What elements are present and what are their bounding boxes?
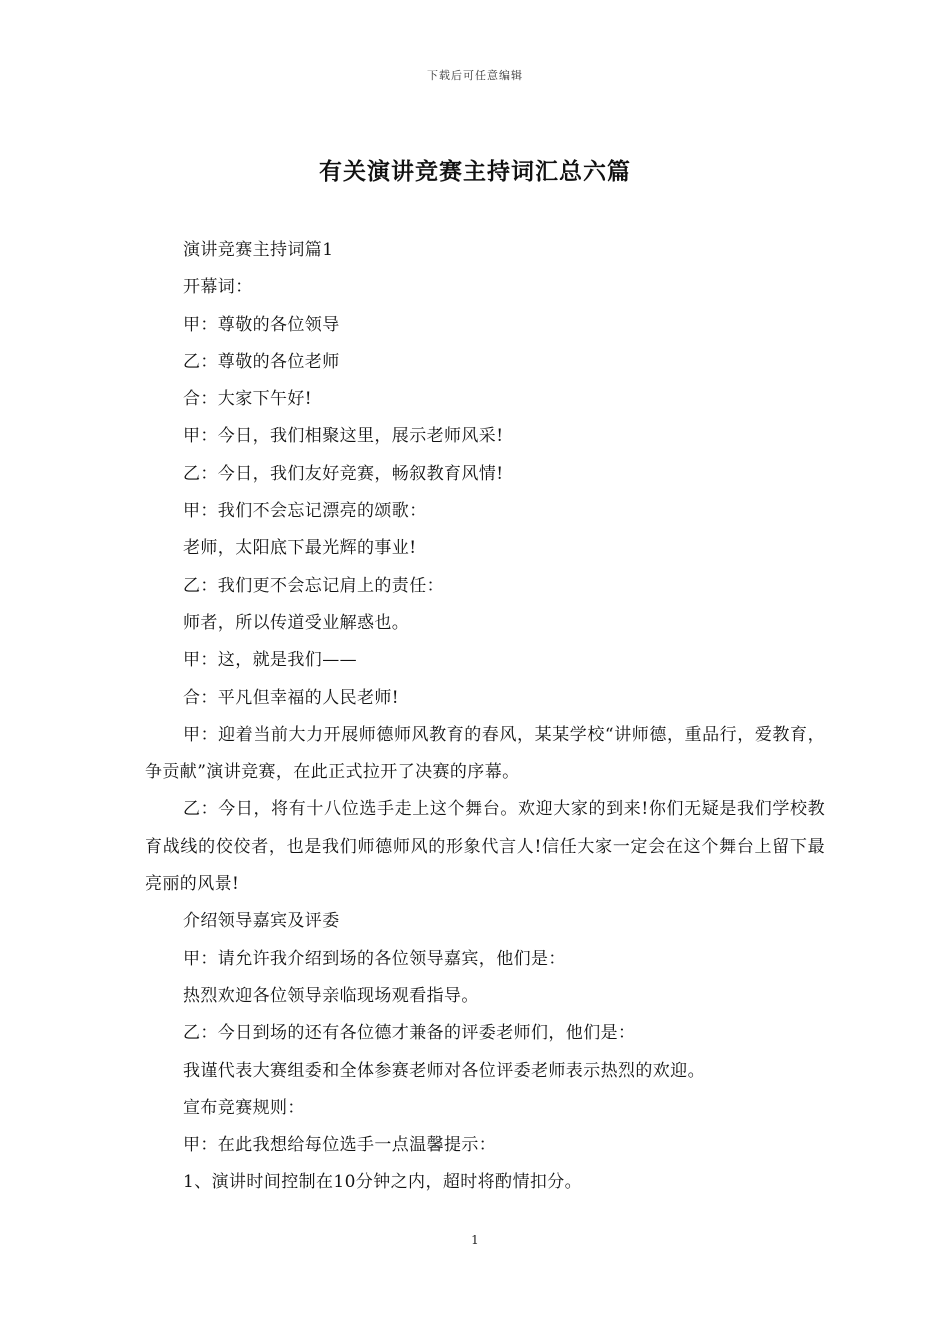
paragraph: 乙：今日到场的还有各位德才兼备的评委老师们，他们是：: [183, 1023, 636, 1044]
paragraph: 老师，太阳底下最光辉的事业!: [183, 538, 417, 559]
paragraph: 介绍领导嘉宾及评委: [183, 911, 340, 932]
paragraph: 乙：今日，我们友好竞赛，畅叙教育风情!: [183, 463, 504, 484]
paragraph: 合：平凡但幸福的人民老师!: [183, 687, 400, 708]
paragraph: 开幕词：: [183, 277, 253, 298]
paragraph: 热烈欢迎各位领导亲临现场观看指导。: [183, 985, 479, 1006]
paragraph: 乙：今日，将有十八位选手走上这个舞台。欢迎大家的到来!你们无疑是我们学校教育战线的佼佼者，也是我们师德师风的形象代言人!信任大家一定会在这个舞台上留下最亮丽的风景!: [145, 799, 825, 895]
paragraph: 甲：我们不会忘记漂亮的颂歌：: [183, 501, 427, 522]
paragraph: 宣布竞赛规则：: [183, 1097, 305, 1118]
paragraph: 合：大家下午好!: [183, 389, 313, 410]
paragraph: 乙：尊敬的各位老师: [183, 351, 340, 372]
paragraph: 乙：我们更不会忘记肩上的责任：: [183, 575, 444, 596]
paragraph: 1、演讲时间控制在10分钟之内，超时将酌情扣分。: [183, 1172, 583, 1193]
header-note: 下载后可任意编辑: [427, 69, 523, 82]
paragraph: 师者，所以传道受业解惑也。: [183, 612, 410, 633]
paragraph: 甲：在此我想给每位选手一点温馨提示：: [183, 1135, 497, 1156]
paragraph: 甲：这，就是我们——: [183, 650, 357, 671]
paragraph: 甲：迎着当前大力开展师德师风教育的春风，某某学校“讲师德，重品行，爱教育，争贡献”演讲竞赛，在此正式拉开了决赛的序幕。: [145, 724, 825, 783]
document-body: [145, 232, 825, 1202]
document-title: 有关演讲竞赛主持词汇总六篇: [319, 158, 631, 185]
page-number: 1: [471, 1233, 479, 1247]
paragraph: 演讲竞赛主持词篇1: [183, 240, 334, 260]
paragraph: 甲：今日，我们相聚这里，展示老师风采!: [183, 426, 504, 447]
paragraph: 我谨代表大赛组委和全体参赛老师对各位评委老师表示热烈的欢迎。: [183, 1060, 705, 1081]
paragraph: 甲：尊敬的各位领导: [183, 314, 340, 335]
paragraph: 甲：请允许我介绍到场的各位领导嘉宾，他们是：: [183, 948, 566, 969]
